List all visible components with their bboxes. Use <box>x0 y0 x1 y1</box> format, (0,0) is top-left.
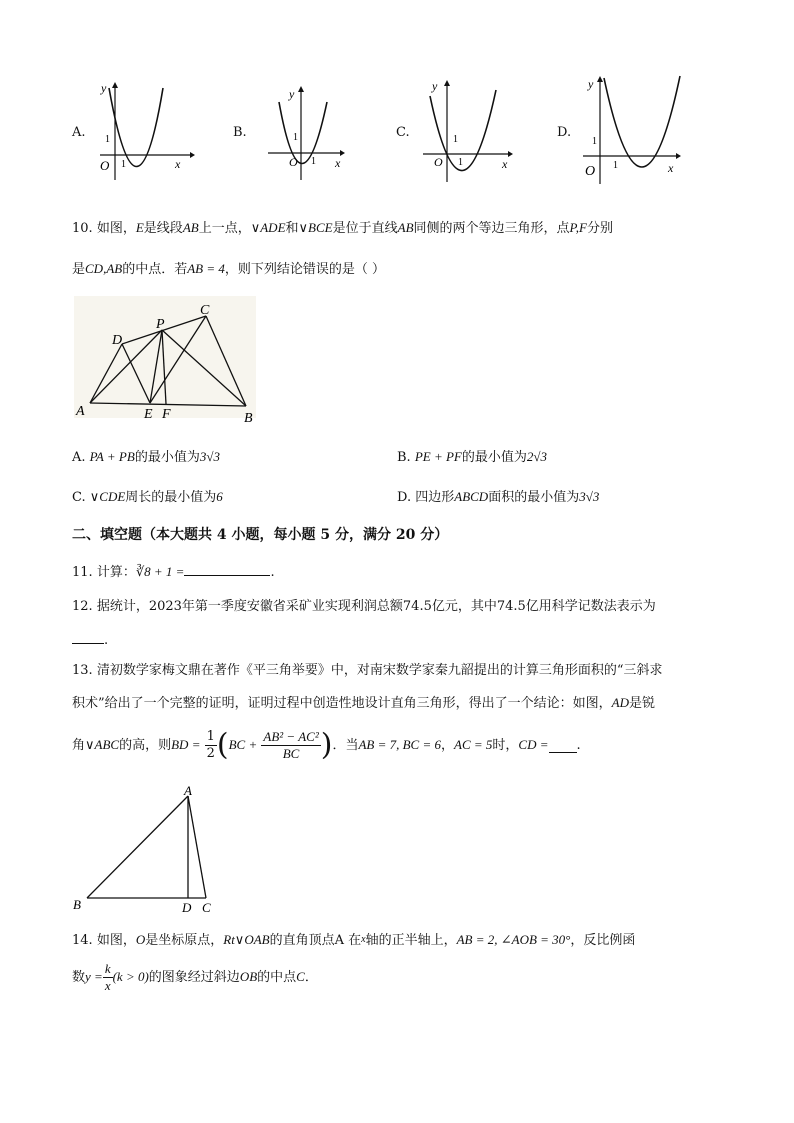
tick-label: 1 <box>453 134 458 145</box>
point-label: C <box>200 303 210 318</box>
point-label: B <box>73 897 81 912</box>
q10-option-d <box>397 488 599 507</box>
math: BD = <box>171 737 201 752</box>
point-label: B <box>244 411 253 426</box>
question-13-line-3: 角∨ABC的高，则BD = $\frac{1}{2}$ (BC + $\frac{\text{AB² − AC²}}{BC}$ )．当AB = 7, BC = 6，AC = 5时，CD = . <box>72 727 581 763</box>
tick-label: 1 <box>293 132 298 143</box>
text: ，则下列结论错误的是（ ） <box>224 262 386 277</box>
answer-blank[interactable] <box>72 630 104 644</box>
answer-blank[interactable] <box>549 738 577 753</box>
tick-label: 1 <box>121 159 126 170</box>
math: AB = 4 <box>187 261 225 276</box>
x-label: x <box>175 157 181 171</box>
math: AB = 2, ∠AOB = 30° <box>456 932 571 947</box>
math: Rt∨OAB <box>223 932 270 947</box>
point-label: D <box>182 900 192 915</box>
text: 和 <box>285 221 299 236</box>
question-10-line-2 <box>72 260 385 279</box>
text: 是 <box>72 262 86 277</box>
option-letter: C. <box>72 490 86 505</box>
question-number: 10. <box>72 221 93 236</box>
text: . <box>270 565 275 580</box>
text: 的中点 <box>257 970 297 985</box>
x-label: x <box>668 161 674 175</box>
text: ，反比例函 <box>570 933 636 948</box>
math: OB <box>239 969 258 984</box>
math: ∨BCE <box>298 220 333 235</box>
math: C <box>296 969 305 984</box>
x-label: x <box>502 157 508 171</box>
math: AB = 7, BC = 6 <box>358 737 441 752</box>
text: 的高，则 <box>119 738 172 753</box>
point-label: P <box>156 317 165 332</box>
question-12-answer <box>72 630 108 650</box>
text: . <box>104 633 109 648</box>
parabola-graph-b <box>265 80 350 190</box>
point-label: A <box>184 783 192 798</box>
fraction: $\frac{\text{AB² − AC²}}{BC}$ <box>263 729 319 761</box>
text: 的最小值为 <box>461 450 527 465</box>
text: 是位于直线 <box>332 221 398 236</box>
option-letter: C. <box>396 125 410 140</box>
math: O <box>135 932 146 947</box>
y-label: y <box>101 81 107 95</box>
math: CD,AB <box>85 261 123 276</box>
text: 数 <box>72 970 86 985</box>
question-13-line-1 <box>72 662 662 680</box>
text: 面积的最小值为 <box>488 490 580 505</box>
text: 是锐 <box>629 696 656 711</box>
point-label: D <box>112 333 123 348</box>
math: PE + PF <box>414 449 462 464</box>
question-14-line-1 <box>72 931 635 950</box>
text: 据统计，2023年第一季度安徽省采矿业实现利润总额74.5亿元，其中74.5亿用科学记数法表示为 <box>96 599 656 614</box>
fraction-half: $\frac{1}{2}$ <box>206 729 215 761</box>
point-label: A <box>76 404 85 419</box>
origin-label: O <box>585 164 596 179</box>
text: ， <box>441 738 455 753</box>
text: 如图， <box>96 221 136 236</box>
answer-blank[interactable] <box>184 562 270 576</box>
x-label: x <box>335 156 341 170</box>
math: 2√3 <box>526 449 548 464</box>
math: ∨ABC <box>85 737 120 752</box>
text: 上一点， <box>198 221 251 236</box>
q10-option-b <box>397 448 547 467</box>
q10-option-a <box>72 448 220 467</box>
question-10-line-1 <box>72 219 613 238</box>
y-label: y <box>432 79 438 93</box>
option-letter: D. <box>557 125 572 140</box>
point-label: E <box>144 407 153 422</box>
triangle-figure-q10 <box>74 296 264 426</box>
text: 计算： <box>96 565 136 580</box>
tick-label: 1 <box>613 160 618 171</box>
text: 时， <box>492 738 519 753</box>
origin-label: O <box>434 155 443 169</box>
math: AC = 5 <box>454 737 493 752</box>
text: 四边形 <box>415 490 455 505</box>
question-number: 11. <box>72 565 93 580</box>
text: ．当 <box>332 738 359 753</box>
option-letter: D. <box>397 490 412 505</box>
y-label: y <box>588 77 594 91</box>
text: ． <box>304 970 318 985</box>
math: P,F <box>569 220 587 235</box>
text: 如图， <box>96 933 136 948</box>
text: 轴的正半轴上， <box>365 933 457 948</box>
parabola-graph-c <box>420 78 520 188</box>
option-letter: A. <box>72 125 86 140</box>
tick-label: 1 <box>458 157 463 168</box>
tick-label: 1 <box>105 134 110 145</box>
math: ABCD <box>454 489 489 504</box>
text: 的图象经过斜边 <box>148 970 240 985</box>
origin-label: O <box>100 158 110 173</box>
text: 分别 <box>587 221 614 236</box>
math: PA + PB <box>89 449 135 464</box>
fraction: $\frac{k}{x}$ <box>104 961 111 993</box>
math: CD = <box>518 737 549 752</box>
triangle-figure-q13 <box>72 785 232 915</box>
question-11 <box>72 562 275 582</box>
math: 3√3 <box>579 489 600 504</box>
math: (k > 0) <box>112 969 149 984</box>
text: 积术”给出了一个完整的证明，证明过程中创造性地设计直角三角形，得出了一个结论：如图， <box>72 696 612 711</box>
parabola-graph-a <box>95 80 195 190</box>
option-letter: B. <box>233 125 247 140</box>
parabola-graph-d <box>580 72 690 190</box>
math: y = <box>85 969 103 984</box>
math: 6 <box>216 489 223 504</box>
text: 周长的最小值为 <box>125 490 217 505</box>
math: ∨ADE <box>250 220 286 235</box>
option-letter: A. <box>72 450 86 465</box>
math: AD <box>611 695 629 710</box>
math: x <box>361 934 366 945</box>
origin-label: O <box>289 155 298 169</box>
text: 的中点．若 <box>122 262 188 277</box>
text: 是坐标原点， <box>145 933 224 948</box>
question-number: 13. <box>72 663 93 678</box>
math: BC + <box>228 737 258 752</box>
text: . <box>576 738 581 753</box>
math: 3√3 <box>199 449 220 464</box>
tick-label: 1 <box>592 136 597 147</box>
text: 是线段 <box>143 221 183 236</box>
math: E <box>135 220 144 235</box>
tick-label: 1 <box>311 156 316 167</box>
text: 同侧的两个等边三角形，点 <box>413 221 570 236</box>
math: AB <box>397 220 414 235</box>
question-number: 14. <box>72 933 93 948</box>
question-13-line-2 <box>72 694 655 713</box>
question-14-line-2 <box>72 954 318 1000</box>
section-heading: 二、填空题（本大题共 4 小题，每小题 5 分，满分 20 分） <box>72 527 449 543</box>
text: 清初数学家梅文鼎在著作《平三角举要》中，对南宋数学家秦九韶提出的计算三角形面积的“三斜求 <box>96 663 663 678</box>
q10-option-c <box>72 488 223 507</box>
point-label: F <box>162 407 171 422</box>
text: 的直角顶点A 在 <box>269 933 362 948</box>
option-letter: B. <box>397 450 411 465</box>
y-label: y <box>289 87 295 101</box>
question-12 <box>72 598 656 616</box>
point-label: C <box>202 900 211 915</box>
text: 的最小值为 <box>134 450 200 465</box>
question-number: 12. <box>72 599 93 614</box>
math: AB <box>182 220 199 235</box>
math: ∛8 + 1 = <box>135 564 185 579</box>
math: ∨CDE <box>89 489 126 504</box>
text: 角 <box>72 738 86 753</box>
